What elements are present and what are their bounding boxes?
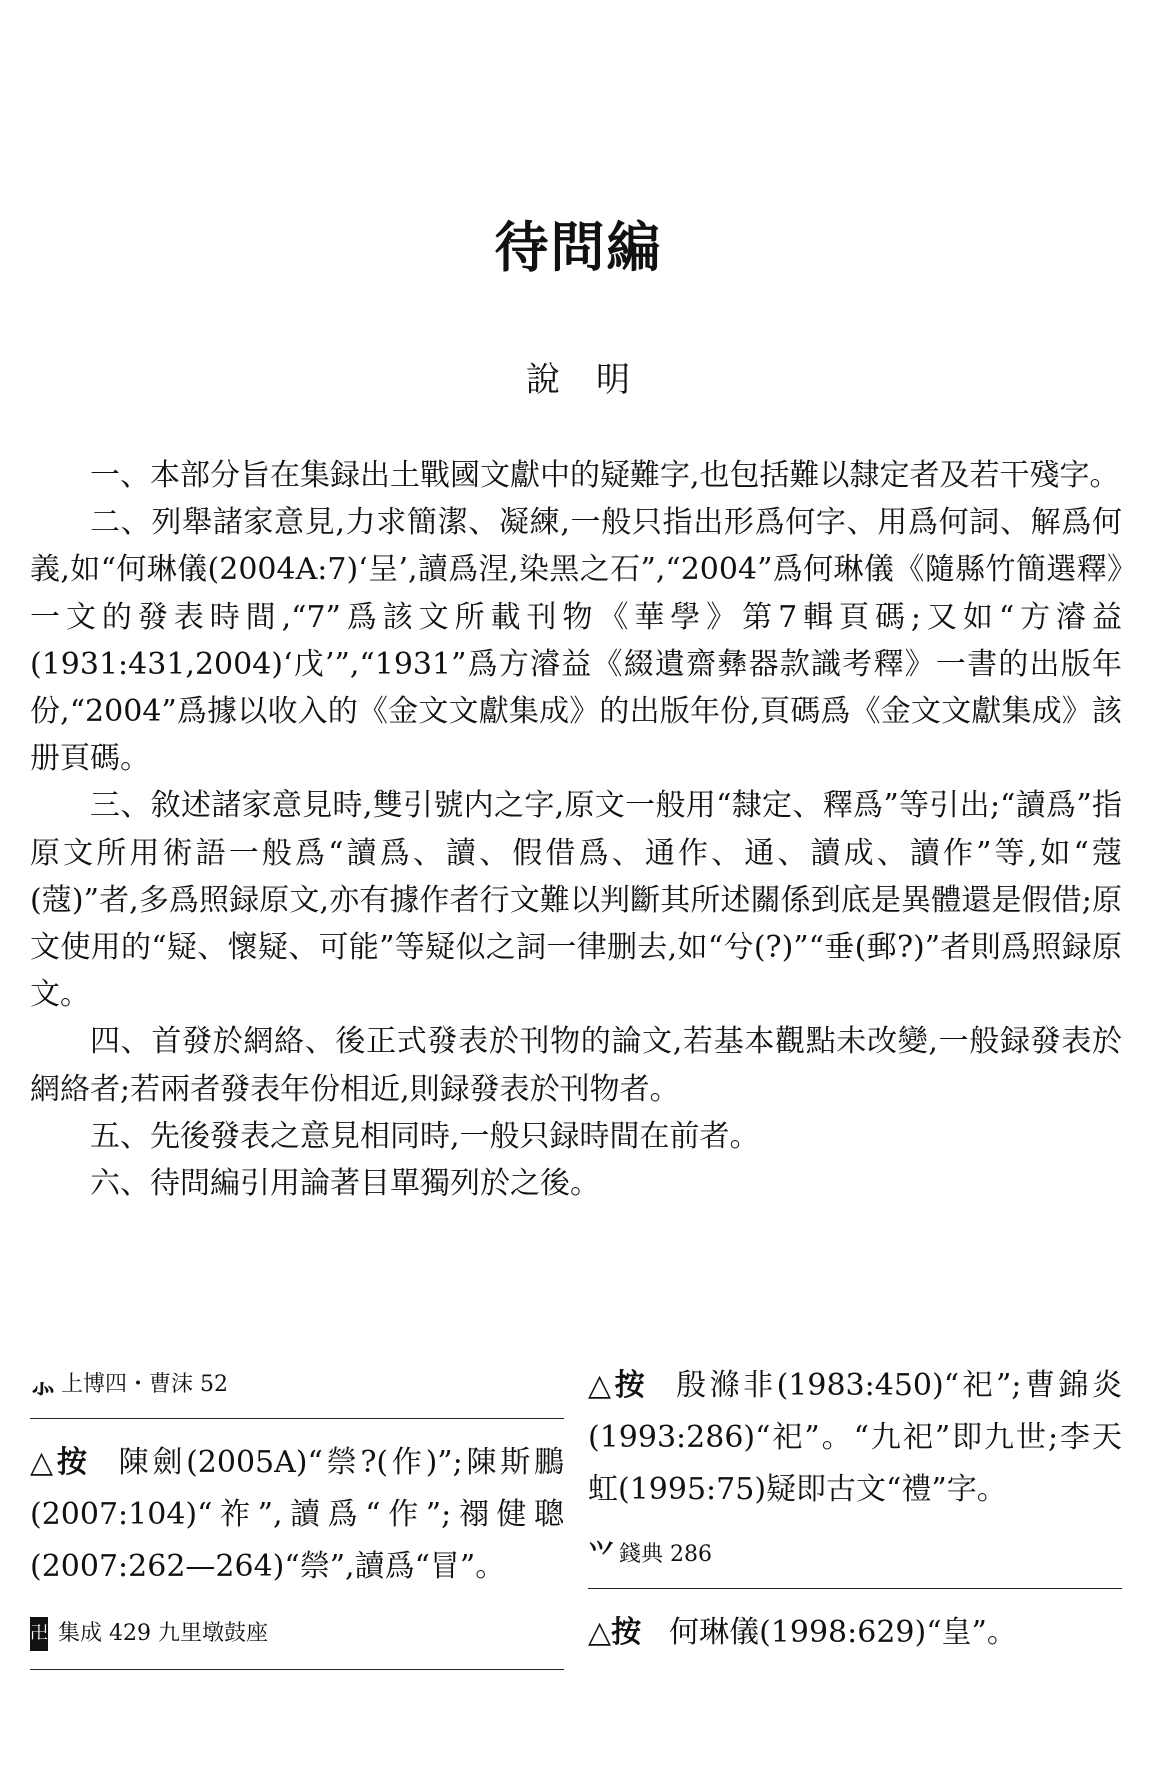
annotation-marker: △按 — [588, 1615, 642, 1650]
intro-text — [30, 452, 1122, 1207]
character-glyph-icon: ⺍ — [588, 1540, 612, 1570]
entry-header — [30, 1360, 564, 1418]
character-glyph-icon: ⺗ — [30, 1370, 54, 1400]
character-glyph-icon: 卍 — [30, 1617, 48, 1651]
entry-source: 錢典 286 — [619, 1542, 713, 1567]
entry-header — [588, 1530, 1122, 1588]
intro-paragraph-5: 五、先後發表之意見相同時,一般只録時間在前者。 — [90, 1118, 760, 1154]
divider — [30, 1418, 564, 1419]
section-subtitle: 說 明 — [526, 360, 631, 400]
annotation-note — [588, 1360, 1122, 1516]
intro-paragraph-6: 六、待問編引用論著目單獨列於之後。 — [90, 1166, 600, 1202]
annotation-note — [30, 1437, 564, 1593]
annotation-text: 殷滌非(1983:450)“祀”;曹錦炎(1993:286)“祀”。“九祀”即九世;李天虹(1995:75)疑即古文“禮”字。 — [588, 1368, 1122, 1507]
divider — [30, 1669, 564, 1670]
annotation-marker: △按 — [30, 1445, 91, 1480]
intro-paragraph-1: 一、本部分旨在集録出土戰國文獻中的疑難字,也包括難以隸定者及若干殘字。 — [90, 458, 1120, 493]
entry-source: 集成 429 九里墩鼓座 — [58, 1621, 268, 1646]
left-column — [30, 1360, 564, 1780]
entry-source: 上博四・曹沫 52 — [61, 1372, 229, 1397]
divider — [588, 1588, 1122, 1589]
annotation-marker: △按 — [588, 1368, 649, 1403]
right-column — [588, 1360, 1122, 1780]
annotation-text: 何琳儀(1998:629)“皇”。 — [669, 1615, 1017, 1650]
annotation-text: 陳劍(2005A)“禜?(作)”;陳斯鵬(2007:104)“祚”,讀爲“作”;禤健聰(2007:262—264)“禜”,讀爲“冒”。 — [30, 1445, 564, 1584]
intro-paragraph-3: 三、敘述諸家意見時,雙引號内之字,原文一般用“隸定、釋爲”等引出;“讀爲”指原文所用術語一般爲“讀爲、讀、假借爲、通作、通、讀成、讀作”等,如“蔻(蔻)”者,多爲照録原文,亦有據作者行文難以判斷其所述關係到底是異體還是假借;原文使用的“疑、懷疑、可能”等疑似之詞一律删去,如“兮(?)”“垂(郵?)”者則爲照録原文。 — [30, 788, 1122, 1013]
page-title: 待問編 — [494, 215, 663, 279]
entry-header — [30, 1607, 564, 1669]
annotation-note — [588, 1607, 1122, 1659]
intro-paragraph-4: 四、首發於網絡、後正式發表於刊物的論文,若基本觀點未改變,一般録發表於網絡者;若兩者發表年份相近,則録發表於刊物者。 — [30, 1024, 1122, 1107]
intro-paragraph-2: 二、列舉諸家意見,力求簡潔、凝練,一般只指出形爲何字、用爲何詞、解爲何義,如“何琳儀(2004A:7)‘呈’,讀爲涅,染黑之石”,“2004”爲何琳儀《隨縣竹簡選釋》一文的發表時間,“7”爲該文所載刊物《華學》第7輯頁碼;又如“方濬益(1931:431,2004)‘戊’”,“1931”爲方濬益《綴遺齋彝器款識考釋》一書的出版年份,“2004”爲據以收入的《金文文獻集成》的出版年份,頁碼爲《金文文獻集成》該册頁碼。 — [30, 505, 1122, 777]
